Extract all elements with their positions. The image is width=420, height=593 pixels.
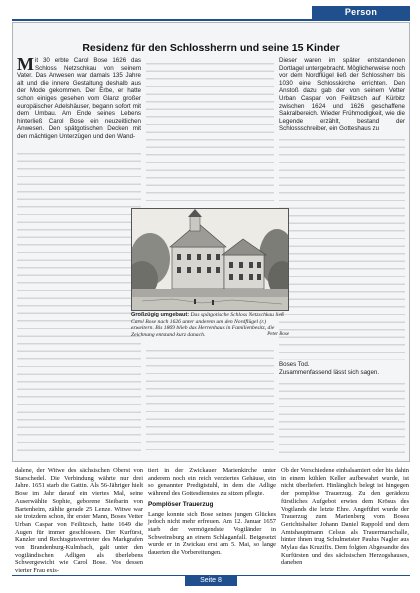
page-number: Seite 8 bbox=[185, 576, 237, 586]
castle-illustration bbox=[131, 208, 289, 311]
bottom-column-2-text-b: Lange konnte sich Bose seines jungen Glückes jedoch nicht mehr erfreuen. Am 12. Januar 1657 starb der vermögendste Vogtländer in Schweinsburg an einem Schlaganfall. Beigesetzt wurde er in Zwickau erst am 5. Mai, so lange dauerten die Vorbereitungen. bbox=[148, 510, 276, 557]
caption-lead: Großzügig umgebaut: bbox=[131, 312, 190, 318]
photo-credit: Peter Bose bbox=[267, 331, 289, 337]
column-3-intro bbox=[279, 57, 405, 133]
column-1-faded-text bbox=[17, 148, 141, 453]
column-3-faded-text bbox=[279, 134, 405, 360]
column-2-faded-text-lower bbox=[146, 345, 274, 453]
column-3-text-2: Möglicherweise noch vor dem Nordflügel ließ der Schlossherr bis 1030 eine Schlosskirche errichten. Den Anstoß dazu gab der von seinem Vetter Urban Caspar von Feilitzsch auf Kürbitz zwischen 1624 und 1626 geschaffene Sakralbereich. Wieder Frühmodigkeit, wie die Legende erzählt, bestand der Schlossschreiber, ein Gotteshaus zu bbox=[279, 64, 405, 133]
column-1-intro bbox=[17, 54, 141, 141]
section-rule bbox=[12, 19, 410, 21]
bottom-column-2-text-a: tiert in der Zwickauer Marienkirche unter anderem noch ein reich verziertes Gehäuse, ein so genannter Predigtstuhl, in dem die Adlige während des Gottesdienstes zu sitzen pflegte. bbox=[148, 467, 276, 498]
column-3-tail bbox=[279, 361, 405, 376]
column-3-tail-text: Boses Tod. bbox=[279, 361, 310, 368]
column-3-text: Dieser waren im später entstandenen Dortlagel untergebracht. bbox=[279, 57, 405, 72]
column-1-text: it 30 erbte Carol Bose 1626 das Schloss Netzschkau von seinem Vater. Das Anwesen war damals 135 Jahre alt und die innere Gestaltung deshalb aus der Mode gekommen. Der Erbe, er hatte schon einiges gesehen vom Glanz großer europäischer Adelshäuser, begann sofort mit dem Umbau. Am Ende seines Lebens hinterließ Carol Bose ein neuzeitlichen Anwesen. bbox=[17, 57, 141, 133]
bottom-column-3: Ob der Verschiedene einbalsamiert oder bis dahin in einem kühlen Keller aufbewahrt wurde, ist nicht überliefert. Hinlänglich belegt ist hingegen der pomplöse Trauerzug. Zu den gerädezu fürstliches Aufgebot erwies dem Krösus des Vogtlands die letzte Ehre. Angeführt wurde der Trauerzug zum Marienberg vom Bosea Gerichtshalter Johann Daniel Rappold und dem Amtshauptmann Celsus als Trauermarschalle, hinter ihnen trug Schulmeister Paulus Nagler aus Mylau das Kruzifix. Dem folgten Abgesandte des Kurfürsten und des sächsischen Herzogshauses, daneben bbox=[281, 467, 409, 567]
column-2-faded-text bbox=[146, 58, 274, 206]
bottom-column-2 bbox=[148, 467, 276, 557]
dropcap: M bbox=[17, 54, 34, 74]
article-title: Residenz für den Schlossherrn und seine 15 Kinder bbox=[82, 42, 340, 54]
section-tab: Person bbox=[312, 6, 410, 19]
caption-text: Das spätgotische Schloss Netzschkau ließ Carol Bose nach 1626 unter anderem um den Nordflügel (r.) erweitern. Bis 1869 blieb das Herrenhaus in Familienbesitz, die Zeichnung entstand kurz danach. bbox=[131, 312, 284, 338]
column-3-faded-text-lower bbox=[279, 378, 405, 453]
column-3-tail-text-2: Zusammenfassend lässt sich sagen. bbox=[279, 368, 380, 376]
bottom-column-1: dalene, der Witwe des sächsischen Oberst von Starschedel. Die Verbindung währte nur drei Jahre. 1651 starb die Gattin. Als 56-Jähriger hielt Bose im Jahr darauf ein viertes Mal, seine Auserwählte Sophie, geborene Steibarin von Bartenheim, zählte gerade 25 Lenze. Witwe war sie trotzdem schon, ihr erster Mann, Boses Vetter Urban Caspar von Feilitzsch, hatte 1649 die Augen für immer geschlossen. Der Kurfürst, Kanzler und Rechtsgutsvertreter des Markgrafen von Brandenburg-Kulmbach, galt unter den vogtländischen Adligen als überlebens Schwergewicht wie Carol Bose. Vos dessen vierter Frau exis- bbox=[15, 467, 143, 575]
photo-caption bbox=[131, 312, 289, 338]
subheading-trauerzug: Pomplöser Trauerzug bbox=[148, 500, 214, 508]
column-1-text-2: Den spätgotischen Decken mit den mächtigen Unterzügen und den Wand- bbox=[17, 125, 141, 140]
